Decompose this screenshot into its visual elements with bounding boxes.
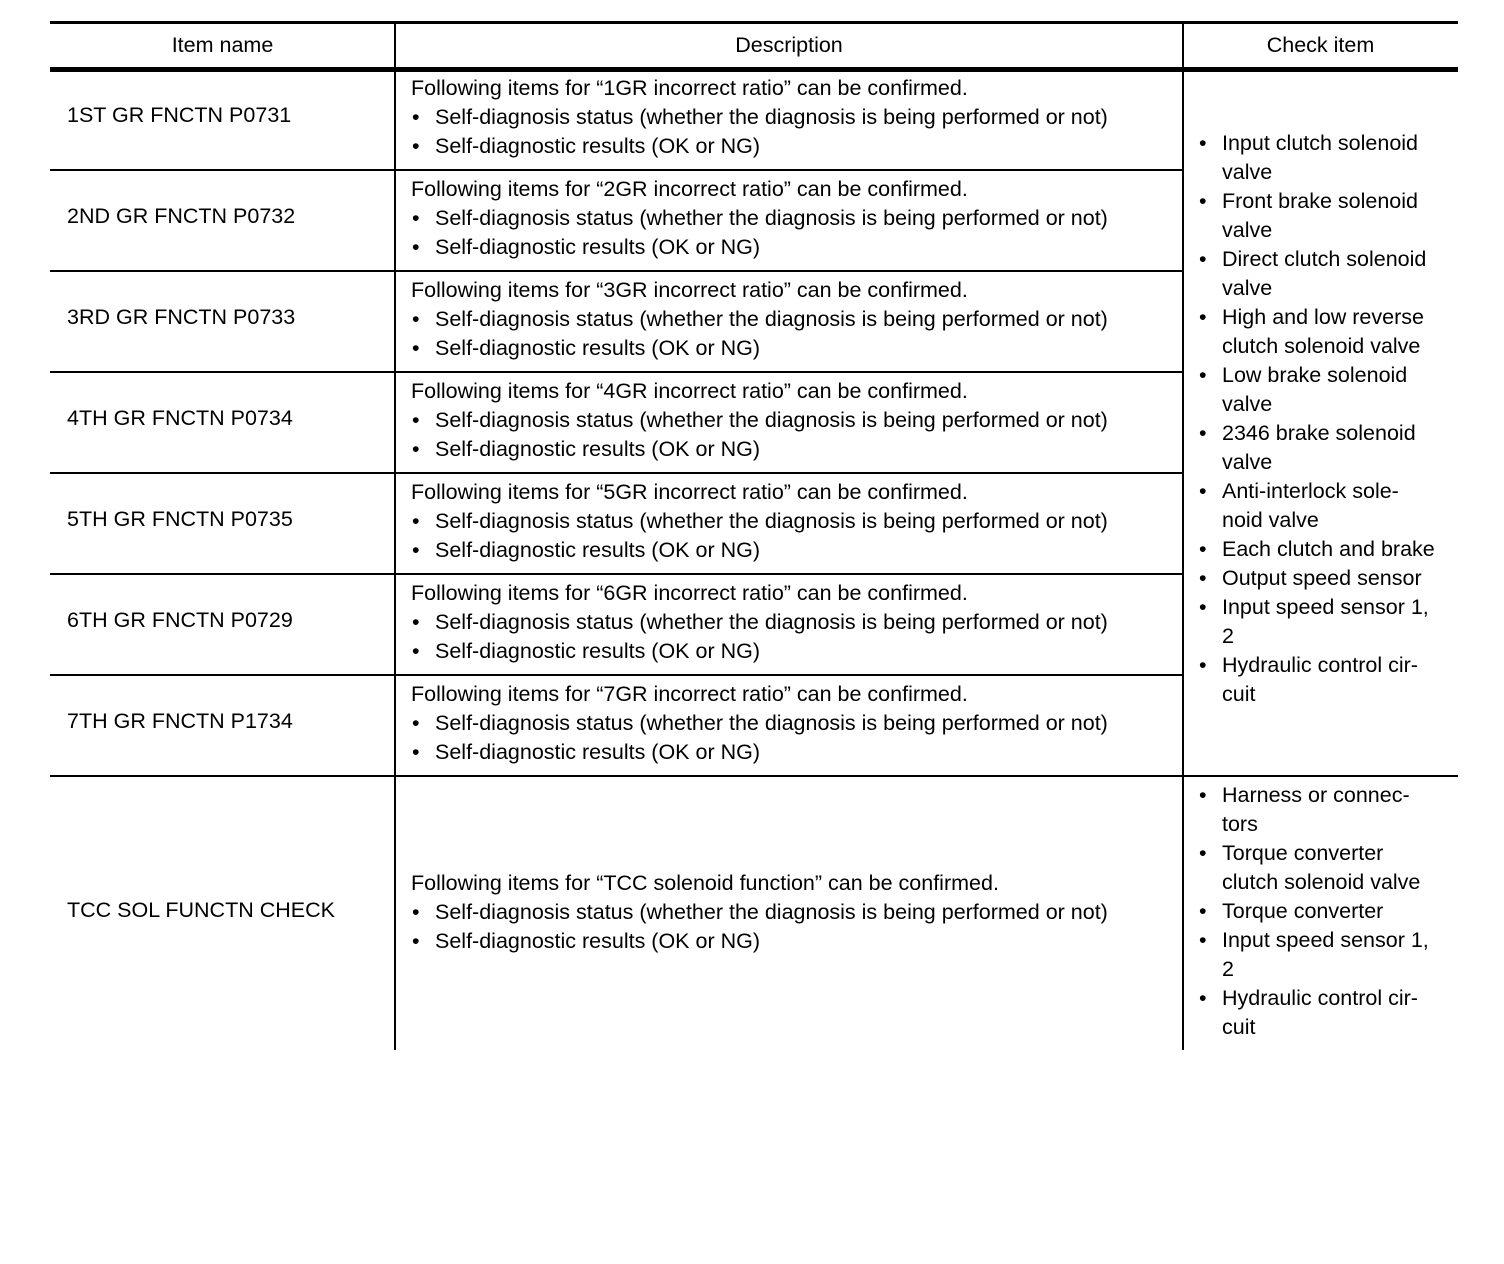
- description-bullet: • Self-diagnosis status (whether the diagnosis is being performed or not): [411, 406, 1108, 435]
- row-divider: [395, 169, 1183, 171]
- description-intro: Following items for “7GR incorrect ratio” can be confirmed.: [411, 682, 968, 706]
- description-bullet: • Self-diagnostic results (OK or NG): [411, 738, 1108, 767]
- row-divider: [395, 674, 1183, 676]
- description-intro: Following items for “6GR incorrect ratio” can be confirmed.: [411, 581, 968, 605]
- check-item-line: • Front brake solenoid: [1222, 189, 1418, 213]
- description-cell: [411, 579, 1108, 666]
- description-bullet: • Self-diagnostic results (OK or NG): [411, 132, 1108, 161]
- column-divider: [1182, 24, 1184, 1050]
- row-divider: [50, 371, 395, 373]
- tcc-check-list: [1197, 781, 1467, 1042]
- description-cell: [411, 478, 1108, 565]
- check-item-line: valve: [1222, 392, 1273, 416]
- item-name-cell: 2ND GR FNCTN P0732: [67, 204, 296, 228]
- row-divider: [50, 270, 395, 272]
- description-intro: Following items for “3GR incorrect ratio” can be confirmed.: [411, 278, 968, 302]
- row-divider: [50, 573, 395, 575]
- description-bullet: • Self-diagnostic results (OK or NG): [411, 334, 1108, 363]
- description-bullet: • Self-diagnostic results (OK or NG): [411, 927, 1108, 956]
- check-item-line: valve: [1222, 276, 1273, 300]
- description-bullet: • Self-diagnosis status (whether the diagnosis is being performed or not): [411, 709, 1108, 738]
- check-item-line: • Input speed sensor 1,: [1222, 595, 1429, 619]
- description-intro: Following items for “5GR incorrect ratio” can be confirmed.: [411, 480, 968, 504]
- row-divider: [395, 472, 1183, 474]
- description-cell: [411, 869, 1108, 956]
- check-list-item: [1197, 984, 1467, 1042]
- item-name-cell: 5TH GR FNCTN P0735: [67, 507, 293, 531]
- header-item-name: Item name: [171, 33, 274, 57]
- description-bullet: • Self-diagnosis status (whether the diagnosis is being performed or not): [411, 507, 1108, 536]
- row-divider: [395, 270, 1183, 272]
- check-list-item: [1197, 361, 1467, 419]
- check-list-item: [1197, 303, 1467, 361]
- check-list-item: [1197, 593, 1467, 651]
- description-cell: [411, 175, 1108, 262]
- description-cell: [411, 377, 1108, 464]
- check-item-line: • Anti-interlock sole-: [1222, 479, 1399, 503]
- description-cell: [411, 74, 1108, 161]
- check-item-line: • Input clutch solenoid: [1222, 131, 1419, 155]
- item-name-cell: 7TH GR FNCTN P1734: [67, 709, 293, 733]
- check-item-line: clutch solenoid valve: [1222, 870, 1421, 894]
- check-item-line: cuit: [1222, 1015, 1256, 1039]
- row-divider: [50, 472, 395, 474]
- check-list-item: [1197, 781, 1467, 839]
- item-name-cell: TCC SOL FUNCTN CHECK: [67, 898, 335, 922]
- description-bullet: • Self-diagnosis status (whether the diagnosis is being performed or not): [411, 608, 1108, 637]
- description-bullet: • Self-diagnostic results (OK or NG): [411, 536, 1108, 565]
- item-name-cell: 1ST GR FNCTN P0731: [67, 103, 292, 127]
- check-item-line: • Hydraulic control cir-: [1222, 986, 1418, 1010]
- check-item-line: • Each clutch and brake: [1222, 537, 1435, 561]
- check-list-item: [1197, 897, 1467, 926]
- gear-check-list: [1197, 129, 1467, 709]
- description-cell: [411, 276, 1108, 363]
- description-intro: Following items for “2GR incorrect ratio” can be confirmed.: [411, 177, 968, 201]
- check-list-item: [1197, 419, 1467, 477]
- row-divider: [50, 775, 1458, 777]
- check-list-item: [1197, 535, 1467, 564]
- description-cell: [411, 680, 1108, 767]
- description-bullet: • Self-diagnosis status (whether the diagnosis is being performed or not): [411, 103, 1108, 132]
- description-intro: Following items for “1GR incorrect ratio” can be confirmed.: [411, 76, 968, 100]
- check-item-line: valve: [1222, 218, 1273, 242]
- column-divider: [394, 24, 396, 1050]
- check-item-line: • Hydraulic control cir-: [1222, 653, 1418, 677]
- check-item-line: • High and low reverse: [1222, 305, 1424, 329]
- description-bullet: • Self-diagnosis status (whether the diagnosis is being performed or not): [411, 305, 1108, 334]
- check-list-item: [1197, 926, 1467, 984]
- item-name-cell: 4TH GR FNCTN P0734: [67, 406, 293, 430]
- header-check-item: Check item: [1266, 33, 1375, 57]
- check-item-line: • Input speed sensor 1,: [1222, 928, 1429, 952]
- check-item-line: 2: [1222, 624, 1234, 648]
- check-item-line: valve: [1222, 450, 1273, 474]
- check-item-line: clutch solenoid valve: [1222, 334, 1421, 358]
- check-list-item: [1197, 839, 1467, 897]
- description-bullet: • Self-diagnosis status (whether the diagnosis is being performed or not): [411, 204, 1108, 233]
- check-item-line: • Output speed sensor: [1222, 566, 1422, 590]
- description-bullet: • Self-diagnostic results (OK or NG): [411, 233, 1108, 262]
- check-item-line: tors: [1222, 812, 1258, 836]
- description-bullet: • Self-diagnostic results (OK or NG): [411, 637, 1108, 666]
- description-intro: Following items for “4GR incorrect ratio” can be confirmed.: [411, 379, 968, 403]
- check-list-item: [1197, 564, 1467, 593]
- check-item-line: • Torque converter: [1222, 899, 1384, 923]
- table-header: [50, 24, 1458, 69]
- check-list-item: [1197, 477, 1467, 535]
- check-item-line: noid valve: [1222, 508, 1319, 532]
- header-description: Description: [735, 33, 843, 57]
- row-divider: [50, 674, 395, 676]
- check-item-line: • 2346 brake solenoid: [1222, 421, 1416, 445]
- description-bullet: • Self-diagnosis status (whether the diagnosis is being performed or not): [411, 898, 1108, 927]
- check-item-line: • Direct clutch solenoid: [1222, 247, 1427, 271]
- check-list-item: [1197, 245, 1467, 303]
- check-item-line: 2: [1222, 957, 1234, 981]
- item-name-cell: 3RD GR FNCTN P0733: [67, 305, 296, 329]
- check-item-line: cuit: [1222, 682, 1256, 706]
- row-divider: [395, 573, 1183, 575]
- check-item-line: • Harness or connec-: [1222, 783, 1410, 807]
- check-item-line: • Low brake solenoid: [1222, 363, 1408, 387]
- row-divider: [395, 371, 1183, 373]
- check-list-item: [1197, 187, 1467, 245]
- description-intro: Following items for “TCC solenoid function” can be confirmed.: [411, 871, 999, 895]
- check-list-item: [1197, 129, 1467, 187]
- check-item-line: valve: [1222, 160, 1273, 184]
- check-list-item: [1197, 651, 1467, 709]
- diagnosis-table: [50, 21, 1458, 1039]
- description-bullet: • Self-diagnostic results (OK or NG): [411, 435, 1108, 464]
- item-name-cell: 6TH GR FNCTN P0729: [67, 608, 293, 632]
- check-item-line: • Torque converter: [1222, 841, 1384, 865]
- row-divider: [50, 169, 395, 171]
